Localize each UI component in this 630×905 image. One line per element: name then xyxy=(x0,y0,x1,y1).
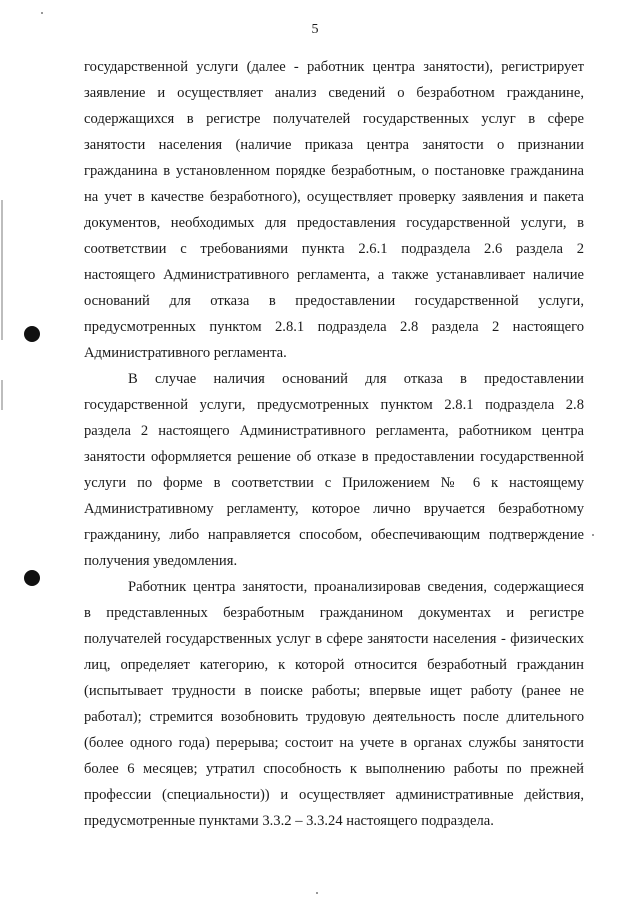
text-line: (более одного года) перерыва; состоит на учете в органах службы занятости xyxy=(84,735,584,751)
paragraph xyxy=(84,574,584,834)
text-line: соответствии с требованиями пункта 2.6.1 подраздела 2.6 раздела 2 xyxy=(84,241,584,257)
text-line: В случае наличия оснований для отказа в предоставлении xyxy=(128,371,584,387)
text-line: работал); стремится возобновить трудовую деятельность после длительного xyxy=(84,709,584,725)
text-line: профессии (специальности)) и осуществляет административные действия, xyxy=(84,787,584,803)
text-line: в представленных безработным гражданином документах и регистре xyxy=(84,605,584,621)
text-line: занятости населения (наличие приказа центра занятости о признании xyxy=(84,137,584,153)
scan-edge-mark xyxy=(1,380,3,410)
text-line: Административного регламента. xyxy=(84,345,287,361)
scan-edge-mark xyxy=(1,200,3,340)
text-line: оснований для отказа в предоставлении государственной услуги, xyxy=(84,293,584,309)
document-body xyxy=(84,54,584,834)
paragraph xyxy=(84,54,584,366)
text-line: более 6 месяцев; утратил способность к выполнению работы по прежней xyxy=(84,761,584,777)
text-line: настоящего Административного регламента, а также устанавливает наличие xyxy=(84,267,584,283)
binder-hole xyxy=(24,326,40,342)
page-number: 5 xyxy=(311,22,319,37)
text-line: лиц, определяет категорию, к которой относится безработный гражданин xyxy=(84,657,584,673)
text-line: получателей государственных услуг в сфере занятости населения - физических xyxy=(84,631,584,647)
text-line: государственной услуги, предусмотренных пунктом 2.8.1 подраздела 2.8 xyxy=(84,397,584,413)
text-line: гражданину, либо направляется способом, обеспечивающим подтверждение xyxy=(84,527,584,543)
text-line: занятости оформляется решение об отказе в предоставлении государственной xyxy=(84,449,584,465)
scan-speck xyxy=(316,892,318,894)
text-line: (испытывает трудности в поиске работы; впервые ищет работу (ранее не xyxy=(84,683,584,699)
text-line: заявление и осуществляет анализ сведений о безработном гражданине, xyxy=(84,85,584,101)
paragraph xyxy=(84,366,584,574)
scan-speck xyxy=(592,534,594,536)
text-line: Административному регламенту, которое лично вручается безработному xyxy=(84,501,584,517)
text-line: услуги по форме в соответствии с Приложением № 6 к настоящему xyxy=(84,475,584,491)
text-line: раздела 2 настоящего Административного регламента, работником центра xyxy=(84,423,584,439)
text-line: предусмотренных пунктом 2.8.1 подраздела 2.8 раздела 2 настоящего xyxy=(84,319,584,335)
text-line: содержащихся в регистре получателей государственных услуг в сфере xyxy=(84,111,584,127)
text-line: государственной услуги (далее - работник центра занятости), регистрирует xyxy=(84,59,584,75)
text-line: Работник центра занятости, проанализировав сведения, содержащиеся xyxy=(128,579,584,595)
text-line: получения уведомления. xyxy=(84,553,238,569)
text-line: предусмотренные пунктами 3.3.2 – 3.3.24 настоящего подраздела. xyxy=(84,813,494,829)
binder-hole xyxy=(24,570,40,586)
text-line: гражданина в установленном порядке безработным, о постановке гражданина xyxy=(84,163,584,179)
text-line: документов, необходимых для предоставления государственной услуги, в xyxy=(84,215,584,231)
text-line: на учет в качестве безработного), осуществляет проверку заявления и пакета xyxy=(84,189,584,205)
scan-speck xyxy=(41,12,43,14)
